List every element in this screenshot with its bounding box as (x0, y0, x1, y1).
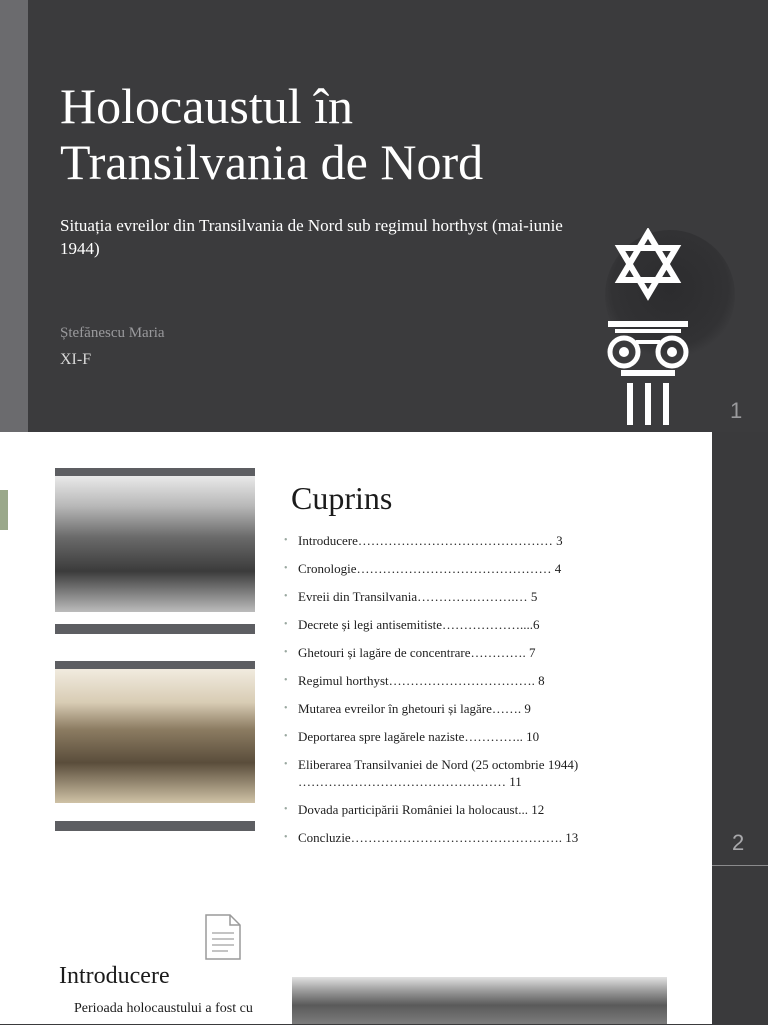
document-icon (204, 913, 242, 961)
bullet-icon: • (284, 759, 288, 770)
slide3-side-strip (712, 865, 768, 1025)
toc-item: • Dovada participării României la holocaust... 12 (284, 802, 545, 817)
toc-title: Cuprins (291, 480, 393, 516)
title-slide (0, 0, 768, 432)
bullet-icon: • (284, 675, 288, 686)
table-of-contents (284, 532, 704, 857)
slide-number: 2 (732, 830, 745, 855)
toc-item: • Ghetouri și lagăre de concentrare…………. 7 (284, 645, 536, 660)
toc-item: • Introducere……………………………………… 3 (284, 533, 563, 548)
toc-item: • Cronologie……………………………………… 4 (284, 561, 562, 576)
photo-image (55, 476, 255, 612)
bullet-icon: • (284, 647, 288, 658)
toc-item: • Evreii din Transilvania………….……….… 5 (284, 589, 538, 604)
historical-photo-2 (55, 661, 255, 831)
bullet-icon: • (284, 591, 288, 602)
presentation-subtitle: Situația evreilor din Transilvania de Nord sub regimul horthyst (mai-iunie 1944) (60, 216, 563, 258)
toc-item: • Deportarea spre lagărele naziste………….. 10 (284, 729, 540, 744)
accent-marker (0, 490, 8, 530)
bullet-icon: • (284, 703, 288, 714)
slide-number: 1 (730, 398, 743, 423)
presentation-title (60, 78, 620, 190)
toc-item: • Regimul horthyst……………………………. 8 (284, 673, 545, 688)
bullet-icon: • (284, 563, 288, 574)
toc-item: • Mutarea evreilor în ghetouri și lagăre……. 9 (284, 701, 531, 716)
toc-item: • Decrete și legi antisemitiste………………....6 (284, 617, 540, 632)
title-line-2: Transilvania de Nord (60, 134, 484, 190)
slide-left-bar (0, 0, 28, 432)
contents-slide (0, 432, 712, 1024)
title-line-1: Holocaustul în (60, 78, 354, 134)
bullet-icon: • (284, 619, 288, 630)
slide2-side-strip (712, 432, 768, 864)
author-name: Ștefănescu Maria (60, 325, 165, 341)
historical-photo-1 (55, 468, 255, 634)
bullet-icon: • (284, 832, 288, 843)
historical-photo-3 (292, 977, 667, 1024)
star-of-david-column-icon (603, 228, 693, 428)
bullet-icon: • (284, 535, 288, 546)
intro-text: Perioada holocaustului a fost cu (74, 1001, 253, 1016)
class-label: XI-F (60, 351, 92, 368)
photo-image (55, 669, 255, 803)
bullet-icon: • (284, 731, 288, 742)
toc-item: • Concluzie…………………………………………. 13 (284, 830, 579, 845)
bullet-icon: • (284, 804, 288, 815)
toc-item: • Eliberarea Transilvaniei de Nord (25 octombrie 1944) ………………………………………… 11 (284, 757, 579, 789)
intro-title: Introducere (59, 963, 170, 989)
